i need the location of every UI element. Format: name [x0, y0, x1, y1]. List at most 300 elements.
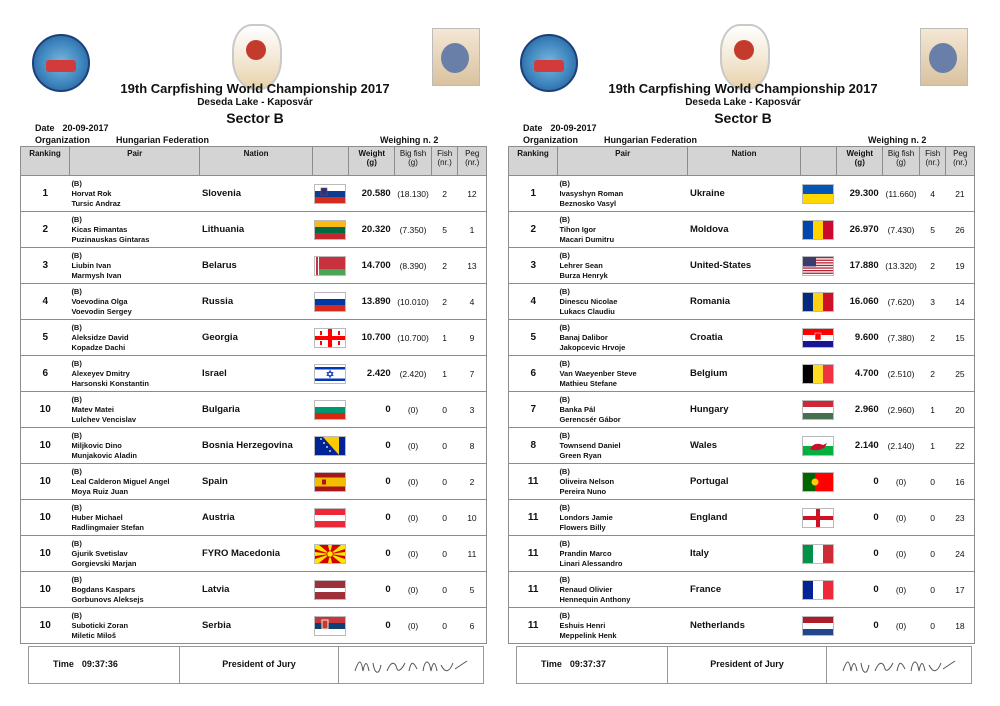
footer: [516, 646, 972, 684]
belgium-flag-icon: [802, 364, 834, 384]
fish-count-cell: 2: [919, 248, 946, 284]
pair-cell: [557, 608, 688, 644]
nation-cell: France: [688, 572, 800, 608]
bigfish-header-text: Big fish: [887, 149, 915, 158]
flag-cell: [312, 248, 349, 284]
result-row: [509, 392, 975, 428]
pair-cell: [69, 428, 200, 464]
fish-count-cell: 0: [919, 572, 946, 608]
peg-cell: 6: [458, 608, 487, 644]
serbia-flag-icon: [314, 616, 346, 636]
president-of-jury-label: President of Jury: [667, 647, 827, 683]
fish-count-cell: 0: [431, 572, 458, 608]
peg-cell: 14: [946, 284, 975, 320]
fish-count-cell: 0: [431, 428, 458, 464]
fish-count-cell: 5: [431, 212, 458, 248]
angler-1-name: Aleksidze David: [71, 332, 129, 342]
weight-cell: 0: [837, 500, 883, 536]
fish-count-cell: 0: [431, 464, 458, 500]
fish-count-cell: 0: [919, 608, 946, 644]
angler-1-name: Kicas Rimantas: [71, 224, 128, 234]
pair-cell: [69, 464, 200, 500]
nation-cell: Portugal: [688, 464, 800, 500]
pair-sector-tag: (B): [559, 538, 570, 548]
angler-2-name: Flowers Billy: [559, 522, 606, 532]
pair-cell: [557, 176, 688, 212]
weight-cell: 2.140: [837, 428, 883, 464]
fish-count-cell: 2: [431, 284, 458, 320]
weight-cell: 29.300: [837, 176, 883, 212]
fish-count-cell: 2: [919, 356, 946, 392]
angler-2-name: Tursic Andraz: [71, 198, 121, 208]
flag-cell: [312, 212, 349, 248]
result-row: [21, 428, 487, 464]
fish-count-cell: 3: [919, 284, 946, 320]
bosnia-flag-icon: [314, 436, 346, 456]
results-table: [508, 146, 975, 644]
angler-1-name: Alexeyev Dmitry: [71, 368, 130, 378]
weight-cell: 0: [349, 500, 395, 536]
angler-2-name: Mathieu Stefane: [559, 378, 617, 388]
fish-count-cell: 5: [919, 212, 946, 248]
pair-cell: [557, 500, 688, 536]
date-label: Date: [523, 123, 543, 133]
nation-cell: Serbia: [200, 608, 312, 644]
fish-count-cell: 4: [919, 176, 946, 212]
peg-cell: 2: [458, 464, 487, 500]
nation-cell: Romania: [688, 284, 800, 320]
bigfish-cell: (7.620): [883, 284, 920, 320]
ranking-cell: 5: [21, 320, 70, 356]
pair-cell: [69, 608, 200, 644]
pair-cell: [557, 284, 688, 320]
ranking-cell: 11: [509, 572, 558, 608]
nation-cell: Croatia: [688, 320, 800, 356]
pair-sector-tag: (B): [71, 538, 82, 548]
angler-1-name: Huber Michael: [71, 512, 123, 522]
peg-header-text: (nr.): [465, 158, 480, 167]
flag-cell: [312, 284, 349, 320]
angler-2-name: Macari Dumitru: [559, 234, 615, 244]
bigfish-cell: (10.700): [395, 320, 432, 356]
sector-heading: Sector B: [226, 110, 284, 126]
bigfish-cell: (7.350): [395, 212, 432, 248]
pair-sector-tag: (B): [559, 178, 570, 188]
peg-cell: 5: [458, 572, 487, 608]
angler-1-name: Prandin Marco: [559, 548, 612, 558]
fish-count-cell: 1: [919, 428, 946, 464]
result-row: [21, 248, 487, 284]
angler-1-name: Ivasyshyn Roman: [559, 188, 624, 198]
result-row: [509, 176, 975, 212]
peg-cell: 22: [946, 428, 975, 464]
pair-cell: [557, 356, 688, 392]
result-row: [21, 608, 487, 644]
flag-cell: [312, 176, 349, 212]
result-row: [21, 284, 487, 320]
result-row: [509, 320, 975, 356]
pair-sector-tag: (B): [559, 214, 570, 224]
weight-cell: 0: [349, 464, 395, 500]
peg-cell: 3: [458, 392, 487, 428]
angler-1-name: Banka Pál: [559, 404, 596, 414]
nation-cell: United-States: [688, 248, 800, 284]
fish-count-cell: 1: [431, 356, 458, 392]
weight-header-text: Weight: [846, 149, 873, 158]
logo-row: [508, 20, 978, 86]
date-value: 20-09-2017: [550, 123, 597, 133]
pair-header: [69, 147, 200, 176]
bigfish-cell: (10.010): [395, 284, 432, 320]
fish-count-cell: 2: [431, 176, 458, 212]
angler-2-name: Beznosko Vasyl: [559, 198, 617, 208]
nation-cell: Moldova: [688, 212, 800, 248]
england-flag-icon: [802, 508, 834, 528]
flag-cell: [800, 356, 837, 392]
angler-2-name: Gorbunovs Aleksejs: [71, 594, 144, 604]
weight-cell: 0: [837, 464, 883, 500]
fish-header-text: (nr.): [437, 158, 452, 167]
ranking-cell: 6: [509, 356, 558, 392]
peg-cell: 4: [458, 284, 487, 320]
nation-cell: Bulgaria: [200, 392, 312, 428]
angler-2-name: Meppelink Henk: [559, 630, 617, 640]
hungary-flag-icon: [802, 400, 834, 420]
pair-sector-tag: (B): [559, 394, 570, 404]
results-sheet-left: [20, 0, 490, 706]
bigfish-cell: (0): [395, 536, 432, 572]
bigfish-header: [883, 147, 920, 176]
pair-header-text: Pair: [127, 149, 143, 158]
pair-cell: [557, 392, 688, 428]
pair-sector-tag: (B): [559, 466, 570, 476]
pair-sector-tag: (B): [559, 574, 570, 584]
ranking-cell: 1: [509, 176, 558, 212]
bigfish-cell: (0): [395, 500, 432, 536]
sector-heading: Sector B: [714, 110, 772, 126]
angler-1-name: Londors Jamie: [559, 512, 613, 522]
romania-flag-icon: [802, 292, 834, 312]
angler-1-name: Bogdans Kaspars: [71, 584, 136, 594]
weight-cell: 0: [349, 392, 395, 428]
peg-cell: 18: [946, 608, 975, 644]
weight-cell: 13.890: [349, 284, 395, 320]
angler-1-name: Horvat Rok: [71, 188, 112, 198]
result-row: [21, 320, 487, 356]
weight-cell: 9.600: [837, 320, 883, 356]
fish-count-cell: 2: [919, 320, 946, 356]
latvia-flag-icon: [314, 580, 346, 600]
sponsor-logo: [920, 28, 968, 86]
peg-cell: 24: [946, 536, 975, 572]
angler-2-name: Jakopcevic Hrvoje: [559, 342, 626, 352]
spain-flag-icon: [314, 472, 346, 492]
fish-count-cell: 0: [919, 464, 946, 500]
nation-header: [688, 147, 800, 176]
nation-cell: Spain: [200, 464, 312, 500]
angler-1-name: Suboticki Zoran: [71, 620, 129, 630]
angler-1-name: Leal Calderon Miguel Angel: [71, 476, 170, 486]
date-value: 20-09-2017: [62, 123, 109, 133]
weight-header: [349, 147, 395, 176]
result-row: [21, 356, 487, 392]
page-title: 19th Carpfishing World Championship 2017: [120, 81, 390, 96]
pair-cell: [557, 320, 688, 356]
flag-cell: [800, 572, 837, 608]
angler-1-name: Voevodina Olga: [71, 296, 128, 306]
result-row: [509, 608, 975, 644]
pair-sector-tag: (B): [71, 214, 82, 224]
result-row: [21, 392, 487, 428]
angler-1-name: Oliveira Nelson: [559, 476, 615, 486]
peg-cell: 16: [946, 464, 975, 500]
angler-2-name: Gorgievski Marjan: [71, 558, 137, 568]
fish-count-cell: 0: [431, 536, 458, 572]
lithuania-flag-icon: [314, 220, 346, 240]
peg-cell: 19: [946, 248, 975, 284]
weight-cell: 20.580: [349, 176, 395, 212]
result-row: [21, 176, 487, 212]
flag-cell: [312, 356, 349, 392]
flag-cell: [312, 320, 349, 356]
organization-value: Hungarian Federation: [604, 135, 698, 145]
nation-cell: Lithuania: [200, 212, 312, 248]
nation-cell: Bosnia Herzegovina: [200, 428, 312, 464]
flag-cell: [800, 428, 837, 464]
flag-cell: [800, 392, 837, 428]
nation-cell: Wales: [688, 428, 800, 464]
bigfish-cell: (0): [395, 608, 432, 644]
pair-sector-tag: (B): [71, 394, 82, 404]
ranking-cell: 11: [509, 464, 558, 500]
ranking-cell: 10: [21, 536, 70, 572]
pair-sector-tag: (B): [71, 286, 82, 296]
weight-cell: 17.880: [837, 248, 883, 284]
footer: [28, 646, 484, 684]
pair-cell: [557, 464, 688, 500]
portugal-flag-icon: [802, 472, 834, 492]
jury-signature: [351, 653, 471, 679]
flag-header: [800, 147, 837, 176]
pair-sector-tag: (B): [559, 430, 570, 440]
peg-cell: 10: [458, 500, 487, 536]
ranking-header-text: Ranking: [517, 149, 549, 158]
pair-cell: [69, 356, 200, 392]
angler-1-name: Matev Matei: [71, 404, 114, 414]
peg-cell: 20: [946, 392, 975, 428]
nation-cell: Netherlands: [688, 608, 800, 644]
results-table: [20, 146, 487, 644]
jury-signature: [839, 653, 959, 679]
bulgaria-flag-icon: [314, 400, 346, 420]
bigfish-cell: (18.130): [395, 176, 432, 212]
logo-row: [20, 20, 490, 86]
ranking-header: [509, 147, 558, 176]
flag-cell: [800, 248, 837, 284]
header-row: [21, 147, 487, 176]
pair-sector-tag: (B): [559, 610, 570, 620]
ranking-cell: 8: [509, 428, 558, 464]
ranking-cell: 10: [21, 500, 70, 536]
pair-cell: [69, 536, 200, 572]
pair-cell: [69, 320, 200, 356]
pair-header: [557, 147, 688, 176]
pair-sector-tag: (B): [71, 358, 82, 368]
pair-sector-tag: (B): [71, 502, 82, 512]
angler-1-name: Eshuis Henri: [559, 620, 606, 630]
angler-1-name: Lehrer Sean: [559, 260, 603, 270]
result-row: [509, 500, 975, 536]
peg-cell: 17: [946, 572, 975, 608]
page-title: 19th Carpfishing World Championship 2017: [608, 81, 878, 96]
nation-cell: Belarus: [200, 248, 312, 284]
nation-header-text: Nation: [731, 149, 757, 158]
ranking-cell: 4: [21, 284, 70, 320]
bigfish-cell: (0): [395, 428, 432, 464]
ranking-header: [21, 147, 70, 176]
ranking-cell: 10: [21, 464, 70, 500]
time-value: 09:37:37: [569, 659, 606, 669]
ranking-cell: 10: [21, 572, 70, 608]
date-line: [35, 123, 109, 133]
peg-header-text: (nr.): [953, 158, 968, 167]
russia-flag-icon: [314, 292, 346, 312]
ranking-cell: 11: [509, 536, 558, 572]
result-row: [21, 464, 487, 500]
ranking-cell: 2: [509, 212, 558, 248]
pair-cell: [69, 176, 200, 212]
pair-sector-tag: (B): [559, 502, 570, 512]
angler-2-name: Radlingmaier Stefan: [71, 522, 144, 532]
angler-2-name: Puzinauskas Gintaras: [71, 234, 150, 244]
time-label: Time: [541, 659, 562, 669]
nation-cell: Ukraine: [688, 176, 800, 212]
venue-subtitle: Deseda Lake - Kaposvár: [685, 97, 801, 108]
ranking-cell: 4: [509, 284, 558, 320]
weight-cell: 0: [349, 536, 395, 572]
angler-2-name: Gerencsér Gábor: [559, 414, 621, 424]
pair-sector-tag: (B): [71, 574, 82, 584]
weight-cell: 4.700: [837, 356, 883, 392]
ukraine-flag-icon: [802, 184, 834, 204]
bigfish-cell: (0): [883, 536, 920, 572]
bigfish-cell: (7.380): [883, 320, 920, 356]
result-row: [21, 536, 487, 572]
peg-cell: 13: [458, 248, 487, 284]
header-row: [509, 147, 975, 176]
result-row: [509, 428, 975, 464]
ranking-cell: 3: [509, 248, 558, 284]
weighing-number: Weighing n. 2: [868, 135, 927, 145]
angler-2-name: Pereira Nuno: [559, 486, 607, 496]
angler-2-name: Green Ryan: [559, 450, 602, 460]
ranking-cell: 11: [509, 500, 558, 536]
bigfish-cell: (2.510): [883, 356, 920, 392]
ranking-cell: 7: [509, 392, 558, 428]
angler-2-name: Kopadze Dachi: [71, 342, 126, 352]
weight-cell: 0: [349, 572, 395, 608]
ranking-header-text: Ranking: [29, 149, 61, 158]
organization-line: [523, 135, 697, 145]
pair-cell: [557, 212, 688, 248]
bigfish-cell: (0): [883, 500, 920, 536]
peg-cell: 8: [458, 428, 487, 464]
flag-cell: [800, 176, 837, 212]
results-sheet-right: [508, 0, 978, 706]
organization-line: [35, 135, 209, 145]
pair-sector-tag: (B): [559, 250, 570, 260]
weight-cell: 10.700: [349, 320, 395, 356]
nation-cell: Latvia: [200, 572, 312, 608]
flag-cell: [800, 500, 837, 536]
weight-cell: 0: [837, 572, 883, 608]
angler-1-name: Miljkovic Dino: [71, 440, 122, 450]
nation-cell: Austria: [200, 500, 312, 536]
bigfish-cell: (0): [395, 464, 432, 500]
nation-cell: FYRO Macedonia: [200, 536, 312, 572]
fish-count-cell: 0: [919, 536, 946, 572]
peg-cell: 12: [458, 176, 487, 212]
weight-header-text: Weight: [358, 149, 385, 158]
result-row: [509, 284, 975, 320]
flag-cell: [312, 536, 349, 572]
president-of-jury-label: President of Jury: [179, 647, 339, 683]
wales-flag-icon: [802, 436, 834, 456]
belarus-flag-icon: [314, 256, 346, 276]
result-row: [21, 212, 487, 248]
flag-cell: [800, 320, 837, 356]
pair-header-text: Pair: [615, 149, 631, 158]
flag-cell: [800, 212, 837, 248]
weight-header-text: (g): [854, 158, 865, 167]
ranking-cell: 10: [21, 428, 70, 464]
result-row: [21, 500, 487, 536]
sponsor-logo: [432, 28, 480, 86]
nation-header: [200, 147, 312, 176]
bigfish-cell: (0): [883, 608, 920, 644]
weight-header: [837, 147, 883, 176]
nation-cell: Slovenia: [200, 176, 312, 212]
pair-sector-tag: (B): [71, 466, 82, 476]
fish-count-cell: 2: [431, 248, 458, 284]
result-row: [509, 212, 975, 248]
fish-header: [919, 147, 946, 176]
result-row: [509, 464, 975, 500]
angler-2-name: Moya Ruiz Juan: [71, 486, 129, 496]
peg-cell: 1: [458, 212, 487, 248]
slovenia-flag-icon: [314, 184, 346, 204]
bigfish-cell: (2.140): [883, 428, 920, 464]
weight-header-text: (g): [366, 158, 377, 167]
angler-1-name: Dinescu Nicolae: [559, 296, 618, 306]
angler-1-name: Liubin Ivan: [71, 260, 112, 270]
pair-cell: [69, 392, 200, 428]
pair-sector-tag: (B): [71, 178, 82, 188]
weight-cell: 16.060: [837, 284, 883, 320]
peg-cell: 23: [946, 500, 975, 536]
flag-cell: [312, 392, 349, 428]
bigfish-cell: (0): [883, 464, 920, 500]
weight-cell: 0: [349, 428, 395, 464]
pair-cell: [69, 500, 200, 536]
bigfish-cell: (7.430): [883, 212, 920, 248]
fish-count-cell: 0: [919, 500, 946, 536]
weight-cell: 26.970: [837, 212, 883, 248]
fish-header-text: Fish: [437, 149, 453, 158]
peg-header-text: Peg: [953, 149, 968, 158]
bigfish-cell: (0): [395, 572, 432, 608]
ranking-cell: 10: [21, 392, 70, 428]
